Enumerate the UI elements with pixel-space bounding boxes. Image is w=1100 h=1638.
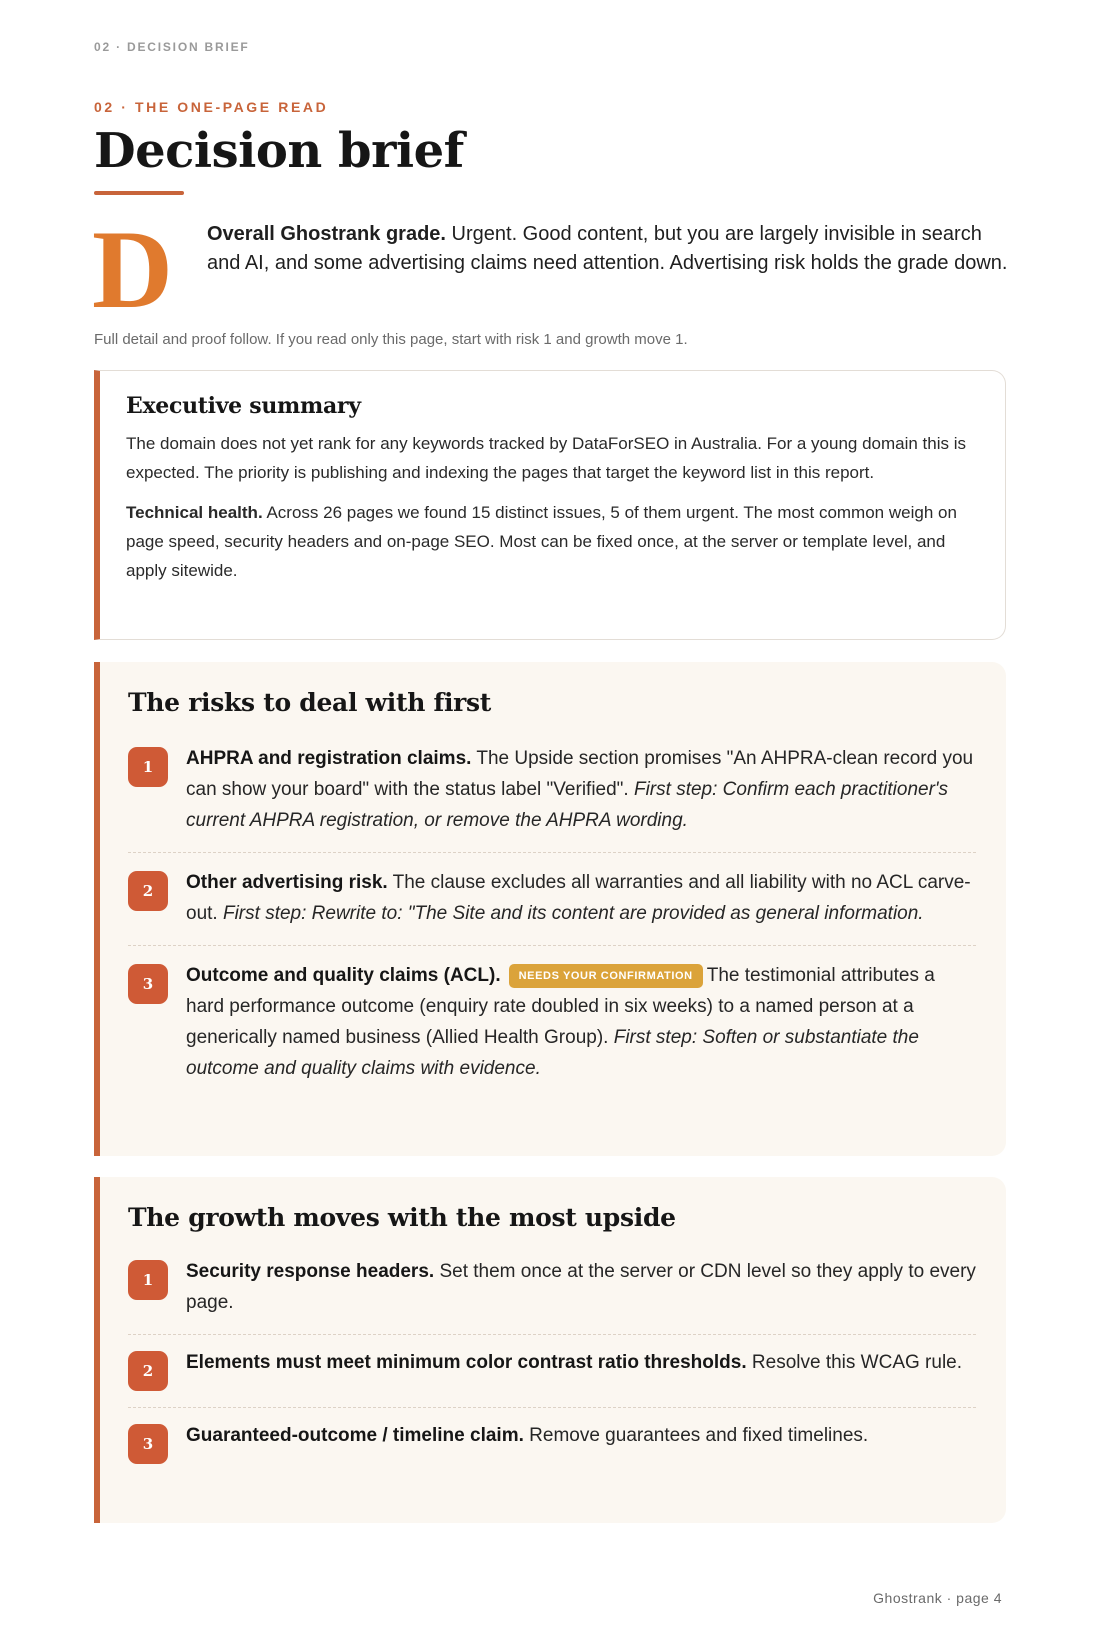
running-head: 02 · DECISION BRIEF [94,40,250,54]
growth-number-badge: 3 [128,1424,168,1464]
grade-lead: Overall Ghostrank grade. [207,223,446,245]
technical-health-paragraph [126,498,975,585]
reading-note: Full detail and proof follow. If you read only this page, start with risk 1 and growth move 1. [94,331,688,348]
risks-heading: The risks to deal with first [128,688,492,717]
growth-item-1 [128,1244,976,1335]
grade-summary [207,220,1011,278]
risk-first-step: First step: Rewrite to: "The Site and its content are provided as general information. [222,903,924,924]
growth-lead: Elements must meet minimum color contrast ratio thresholds. [186,1352,747,1373]
grade-text: Urgent. Good content, but you are largely invisible in search and AI, and some advertising claims need attention. Advertising risk holds the grade down. [207,223,1008,274]
growth-lead: Guaranteed-outcome / timeline claim. [186,1425,524,1446]
risks-panel [94,662,1006,1156]
risk-item-body [186,743,976,836]
risk-item-1 [128,729,976,853]
executive-summary-paragraph: The domain does not yet rank for any keywords tracked by DataForSEO in Australia. For a young domain this is expected. The priority is publishing and indexing the pages that target the keyword list in this report. [126,434,967,482]
growth-lead: Security response headers. [186,1261,435,1282]
title-underline [94,191,184,195]
growth-text: Remove guarantees and fixed timelines. [523,1425,869,1446]
page-footer: Ghostrank · page 4 [873,1590,1002,1606]
growth-item-3 [128,1408,976,1480]
growth-text: Resolve this WCAG rule. [746,1352,963,1373]
risk-number-badge: 3 [128,964,168,1004]
growth-number-badge: 1 [128,1260,168,1300]
growth-item-2 [128,1335,976,1408]
growth-text: Set them once at the server or CDN level so they apply to every page. [186,1261,976,1313]
growth-heading: The growth moves with the most upside [128,1203,676,1232]
risk-item-body [186,867,976,929]
risk-item-body [186,960,976,1084]
risk-text: The Upside section promises "An AHPRA-clean record you can show your board" with the status label "Verified". [186,748,974,800]
growth-item-body [186,1420,976,1451]
risk-number-badge: 2 [128,871,168,911]
risk-lead: AHPRA and registration claims. [186,748,472,769]
growth-number-badge: 2 [128,1351,168,1391]
risk-lead: Other advertising risk. [186,872,388,893]
risk-item-3 [128,946,976,1100]
executive-summary-card [94,370,1006,640]
risk-lead: Outcome and quality claims (ACL). [186,965,501,986]
technical-health-text: Across 26 pages we found 15 distinct issues, 5 of them urgent. The most common weigh on page speed, security headers and on-page SEO. Most can be fixed once, at the server or template level, and apply sitewide. [126,503,957,580]
risk-first-step: First step: Confirm each practitioner's current AHPRA registration, or remove the AHPRA wording. [186,779,949,831]
growth-item-body [186,1347,976,1378]
risk-first-step: First step: Soften or substantiate the outcome and quality claims with evidence. [186,1027,919,1079]
needs-confirmation-badge: NEEDS YOUR CONFIRMATION [509,964,703,988]
page-title: Decision brief [94,123,464,179]
section-eyebrow: 02 · THE ONE-PAGE READ [94,99,329,115]
technical-health-lead: Technical health. [126,503,263,522]
risk-text: The clause excludes all warranties and all liability with no ACL carve-out. [186,872,971,924]
executive-summary-heading: Executive summary [126,393,361,419]
risk-text: The testimonial attributes a hard performance outcome (enquiry rate doubled in six weeks) to a named person at a generically named business (Allied Health Group). [186,965,935,1048]
growth-item-body [186,1256,976,1318]
grade-letter: D [92,208,173,332]
risk-item-2 [128,853,976,946]
growth-panel [94,1177,1006,1523]
risk-number-badge: 1 [128,747,168,787]
